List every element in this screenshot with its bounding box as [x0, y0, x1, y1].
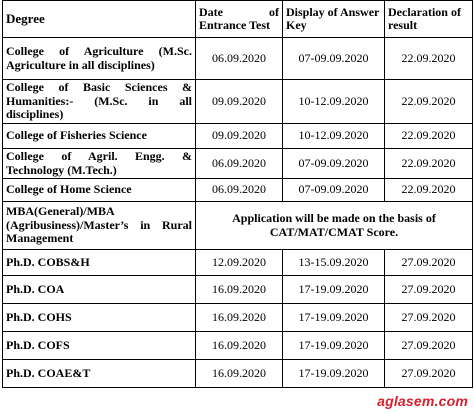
- degree-cell: College of Basic Sciences & Humanities:- (M.Sc. in all disciplines): [3, 80, 196, 124]
- watermark-text: aglasem.com: [377, 393, 468, 409]
- header-row: [3, 1, 473, 38]
- entrance-date-cell: 12.09.2020: [196, 250, 283, 276]
- entrance-date-cell: 16.09.2020: [196, 276, 283, 304]
- result-column-header: [385, 1, 473, 38]
- entrance-date-cell: 06.09.2020: [196, 38, 283, 80]
- answer-key-date-cell: 17-19.09.2020: [283, 304, 385, 332]
- result-date-cell: 27.09.2020: [385, 250, 473, 276]
- degree-cell: Ph.D. COFS: [3, 332, 196, 360]
- answer-key-date-cell: 07-09.09.2020: [283, 38, 385, 80]
- mba-note-line2: CAT/MAT/CMAT Score.: [269, 224, 399, 239]
- mba-note-cell: [196, 202, 473, 250]
- degree-cell: Ph.D. COAE&T: [3, 360, 196, 388]
- result-date-cell: 22.09.2020: [385, 38, 473, 80]
- result-header-line2: result: [388, 18, 418, 32]
- degree-cell: College of Home Science: [3, 179, 196, 202]
- result-date-cell: 22.09.2020: [385, 179, 473, 202]
- admission-schedule-table: [2, 0, 473, 388]
- result-date-cell: 27.09.2020: [385, 360, 473, 388]
- mba-row: [3, 202, 473, 250]
- degree-cell: College of Agriculture (M.Sc. Agriculture in all disciplines): [3, 38, 196, 80]
- table-row: [3, 38, 473, 80]
- degree-cell: Ph.D. COBS&H: [3, 250, 196, 276]
- table-row: [3, 80, 473, 124]
- answer-key-date-cell: 10-12.09.2020: [283, 80, 385, 124]
- degree-cell: Ph.D. COA: [3, 276, 196, 304]
- table-row: [3, 250, 473, 276]
- answer-key-date-cell: 07-09.09.2020: [283, 179, 385, 202]
- entrance-date-cell: 06.09.2020: [196, 149, 283, 179]
- result-date-cell: 27.09.2020: [385, 332, 473, 360]
- answer-key-header-line1: Display of Answer: [286, 4, 380, 19]
- entrance-date-cell: 09.09.2020: [196, 124, 283, 149]
- table-row: [3, 360, 473, 388]
- result-header-line1: Declaration of: [388, 4, 461, 19]
- answer-key-date-cell: 13-15.09.2020: [283, 250, 385, 276]
- table-row: [3, 276, 473, 304]
- table-row: [3, 124, 473, 149]
- degree-cell: College of Fisheries Science: [3, 124, 196, 149]
- entrance-date-cell: 06.09.2020: [196, 179, 283, 202]
- entrance-date-cell: 16.09.2020: [196, 360, 283, 388]
- degree-cell: Ph.D. COHS: [3, 304, 196, 332]
- result-date-cell: 22.09.2020: [385, 149, 473, 179]
- entrance-date-cell: 16.09.2020: [196, 332, 283, 360]
- entrance-date-cell: 16.09.2020: [196, 304, 283, 332]
- degree-cell: College of Agril. Engg. & Technology (M.Tech.): [3, 149, 196, 179]
- schedule-table-wrapper: [2, 0, 473, 388]
- table-row: [3, 304, 473, 332]
- answer-key-date-cell: 10-12.09.2020: [283, 124, 385, 149]
- result-date-cell: 22.09.2020: [385, 124, 473, 149]
- result-date-cell: 27.09.2020: [385, 304, 473, 332]
- mba-note-line1: Application will be made on the basis of: [232, 211, 436, 225]
- answer-key-date-cell: 17-19.09.2020: [283, 276, 385, 304]
- entrance-test-column-header: [196, 1, 283, 38]
- entrance-header-line2: Entrance Test: [199, 18, 271, 32]
- degree-column-header: Degree: [3, 1, 196, 38]
- answer-key-date-cell: 07-09.09.2020: [283, 149, 385, 179]
- table-row: [3, 179, 473, 202]
- table-row: [3, 149, 473, 179]
- entrance-header-line1: Date of: [199, 4, 279, 19]
- answer-key-date-cell: 17-19.09.2020: [283, 332, 385, 360]
- table-row: [3, 332, 473, 360]
- answer-key-header-line2: Key: [286, 18, 307, 32]
- result-date-cell: 27.09.2020: [385, 276, 473, 304]
- entrance-date-cell: 09.09.2020: [196, 80, 283, 124]
- result-date-cell: 22.09.2020: [385, 80, 473, 124]
- answer-key-date-cell: 17-19.09.2020: [283, 360, 385, 388]
- degree-cell-mba: MBA(General)/MBA (Agribusiness)/Master’s in Rural Management: [3, 202, 196, 250]
- answer-key-column-header: [283, 1, 385, 38]
